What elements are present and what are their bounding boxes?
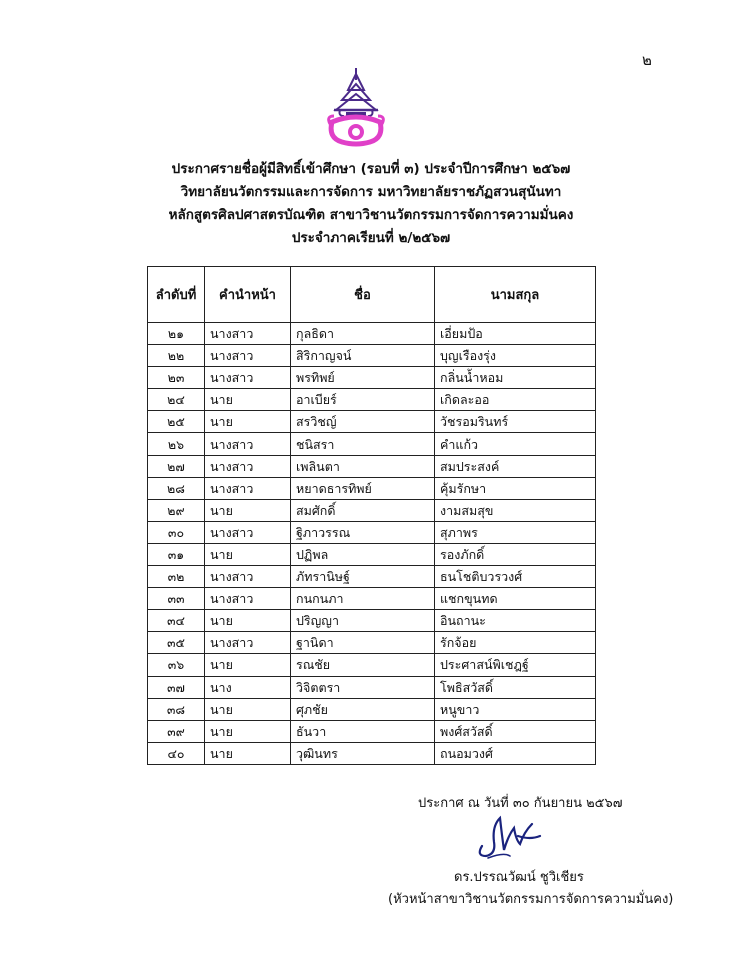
cell-last-name: เอี่ยมป้อ bbox=[435, 323, 596, 345]
cell-number: ๓๕ bbox=[148, 632, 205, 654]
cell-last-name: หนูขาว bbox=[435, 698, 596, 720]
cell-first-name: ชนิสรา bbox=[291, 433, 435, 455]
cell-prefix: นาย bbox=[205, 389, 291, 411]
table-body bbox=[148, 323, 596, 765]
handwritten-signature-icon bbox=[474, 806, 544, 862]
table-row bbox=[148, 345, 596, 367]
cell-first-name: กุลธิดา bbox=[291, 323, 435, 345]
cell-prefix: นางสาว bbox=[205, 477, 291, 499]
cell-prefix: นางสาว bbox=[205, 632, 291, 654]
table-row bbox=[148, 610, 596, 632]
cell-first-name: ปริญญา bbox=[291, 610, 435, 632]
student-list-table bbox=[147, 266, 596, 765]
cell-prefix: นางสาว bbox=[205, 367, 291, 389]
cell-number: ๓๔ bbox=[148, 610, 205, 632]
page-number: ๒ bbox=[642, 51, 652, 69]
cell-last-name: เกิดละออ bbox=[435, 389, 596, 411]
cell-number: ๔๐ bbox=[148, 742, 205, 764]
cell-first-name: กนกนภา bbox=[291, 588, 435, 610]
table-row bbox=[148, 543, 596, 565]
cell-number: ๓๒ bbox=[148, 566, 205, 588]
cell-last-name: ถนอมวงศ์ bbox=[435, 742, 596, 764]
table-row bbox=[148, 698, 596, 720]
table-row bbox=[148, 499, 596, 521]
table-row bbox=[148, 654, 596, 676]
cell-prefix: นาง bbox=[205, 676, 291, 698]
cell-number: ๓๓ bbox=[148, 588, 205, 610]
cell-number: ๓๘ bbox=[148, 698, 205, 720]
table-row bbox=[148, 477, 596, 499]
cell-number: ๓๗ bbox=[148, 676, 205, 698]
cell-last-name: วัชรอมรินทร์ bbox=[435, 411, 596, 433]
table-row bbox=[148, 433, 596, 455]
cell-prefix: นางสาว bbox=[205, 323, 291, 345]
cell-last-name: กลิ่นน้ำหอม bbox=[435, 367, 596, 389]
cell-prefix: นาย bbox=[205, 720, 291, 742]
cell-number: ๒๙ bbox=[148, 499, 205, 521]
cell-first-name: ปฏิพล bbox=[291, 543, 435, 565]
cell-last-name: รองภักดิ์ bbox=[435, 543, 596, 565]
cell-number: ๒๘ bbox=[148, 477, 205, 499]
cell-prefix: นางสาว bbox=[205, 588, 291, 610]
header-number: ลำดับที่ bbox=[148, 267, 205, 323]
table-row bbox=[148, 676, 596, 698]
table-row bbox=[148, 455, 596, 477]
cell-prefix: นาย bbox=[205, 411, 291, 433]
cell-first-name: ฐานิดา bbox=[291, 632, 435, 654]
cell-prefix: นางสาว bbox=[205, 521, 291, 543]
cell-prefix: นางสาว bbox=[205, 566, 291, 588]
table-header-row bbox=[148, 267, 596, 323]
title-line-4: ประจำภาคเรียนที่ ๒/๒๕๖๗ bbox=[291, 230, 451, 246]
cell-first-name: ฐิภาวรรณ bbox=[291, 521, 435, 543]
table-row bbox=[148, 632, 596, 654]
cell-first-name: อาเบียร์ bbox=[291, 389, 435, 411]
table-row bbox=[148, 521, 596, 543]
cell-first-name: หยาดธารทิพย์ bbox=[291, 477, 435, 499]
cell-first-name: รณชัย bbox=[291, 654, 435, 676]
cell-prefix: นาย bbox=[205, 499, 291, 521]
header-first-name: ชื่อ bbox=[291, 267, 435, 323]
cell-last-name: สุภาพร bbox=[435, 521, 596, 543]
title-line-3: หลักสูตรศิลปศาสตรบัณฑิต สาขาวิชานวัตกรรมการจัดการความมั่นคง bbox=[168, 207, 574, 223]
table-row bbox=[148, 411, 596, 433]
table-row bbox=[148, 588, 596, 610]
table-row bbox=[148, 720, 596, 742]
university-emblem-icon bbox=[326, 66, 386, 148]
cell-first-name: วิจิตตรา bbox=[291, 676, 435, 698]
cell-number: ๒๔ bbox=[148, 389, 205, 411]
cell-last-name: พงศ์สวัสดิ์ bbox=[435, 720, 596, 742]
cell-last-name: รักจ้อย bbox=[435, 632, 596, 654]
cell-prefix: นางสาว bbox=[205, 433, 291, 455]
cell-first-name: ศุภชัย bbox=[291, 698, 435, 720]
announcement-title bbox=[0, 158, 742, 250]
title-line-1: ประกาศรายชื่อผู้มีสิทธิ์เข้าศึกษา (รอบที่ ๓) ประจำปีการศึกษา ๒๕๖๗ bbox=[171, 161, 571, 177]
cell-number: ๒๒ bbox=[148, 345, 205, 367]
table-row bbox=[148, 389, 596, 411]
header-last-name: นามสกุล bbox=[435, 267, 596, 323]
cell-prefix: นาย bbox=[205, 698, 291, 720]
table-row bbox=[148, 367, 596, 389]
signer-position: (หัวหน้าสาขาวิชานวัตกรรมการจัดการความมั่นคง) bbox=[388, 892, 674, 907]
cell-prefix: นางสาว bbox=[205, 455, 291, 477]
cell-last-name: อินถานะ bbox=[435, 610, 596, 632]
cell-number: ๓๙ bbox=[148, 720, 205, 742]
cell-last-name: สมประสงค์ bbox=[435, 455, 596, 477]
cell-first-name: สรวิชญ์ bbox=[291, 411, 435, 433]
cell-first-name: ภัทรานิษฐ์ bbox=[291, 566, 435, 588]
cell-first-name: สมศักดิ์ bbox=[291, 499, 435, 521]
cell-prefix: นางสาว bbox=[205, 345, 291, 367]
cell-last-name: คำแก้ว bbox=[435, 433, 596, 455]
cell-last-name: แชกขุนทด bbox=[435, 588, 596, 610]
cell-number: ๓๖ bbox=[148, 654, 205, 676]
cell-last-name: ธนโชติบวรวงศ์ bbox=[435, 566, 596, 588]
cell-prefix: นาย bbox=[205, 742, 291, 764]
cell-prefix: นาย bbox=[205, 654, 291, 676]
cell-number: ๓๑ bbox=[148, 543, 205, 565]
cell-number: ๓๐ bbox=[148, 521, 205, 543]
table-row bbox=[148, 742, 596, 764]
cell-number: ๒๕ bbox=[148, 411, 205, 433]
cell-number: ๒๑ bbox=[148, 323, 205, 345]
table-row bbox=[148, 566, 596, 588]
signer-name: ดร.ปรรณวัฒน์ ชูวิเชียร bbox=[454, 870, 584, 885]
cell-last-name: บุญเรืองรุ่ง bbox=[435, 345, 596, 367]
cell-first-name: วุฒินทร bbox=[291, 742, 435, 764]
cell-number: ๒๗ bbox=[148, 455, 205, 477]
cell-first-name: เพลินตา bbox=[291, 455, 435, 477]
cell-prefix: นาย bbox=[205, 610, 291, 632]
cell-first-name: พรทิพย์ bbox=[291, 367, 435, 389]
cell-last-name: งามสมสุข bbox=[435, 499, 596, 521]
cell-number: ๒๖ bbox=[148, 433, 205, 455]
cell-last-name: คุ้มรักษา bbox=[435, 477, 596, 499]
cell-last-name: ประศาสน์พิเชฎฐ์ bbox=[435, 654, 596, 676]
header-prefix: คำนำหน้า bbox=[205, 267, 291, 323]
cell-last-name: โพธิสวัสดิ์ bbox=[435, 676, 596, 698]
cell-prefix: นาย bbox=[205, 543, 291, 565]
cell-number: ๒๓ bbox=[148, 367, 205, 389]
cell-first-name: ธันวา bbox=[291, 720, 435, 742]
announcement-date: ประกาศ ณ วันที่ ๓๐ กันยายน ๒๕๖๗ bbox=[418, 796, 623, 811]
cell-first-name: สิริกาญจน์ bbox=[291, 345, 435, 367]
table-row bbox=[148, 323, 596, 345]
title-line-2: วิทยาลัยนวัตกรรมและการจัดการ มหาวิทยาลัยราชภัฏสวนสุนันทา bbox=[180, 184, 562, 200]
